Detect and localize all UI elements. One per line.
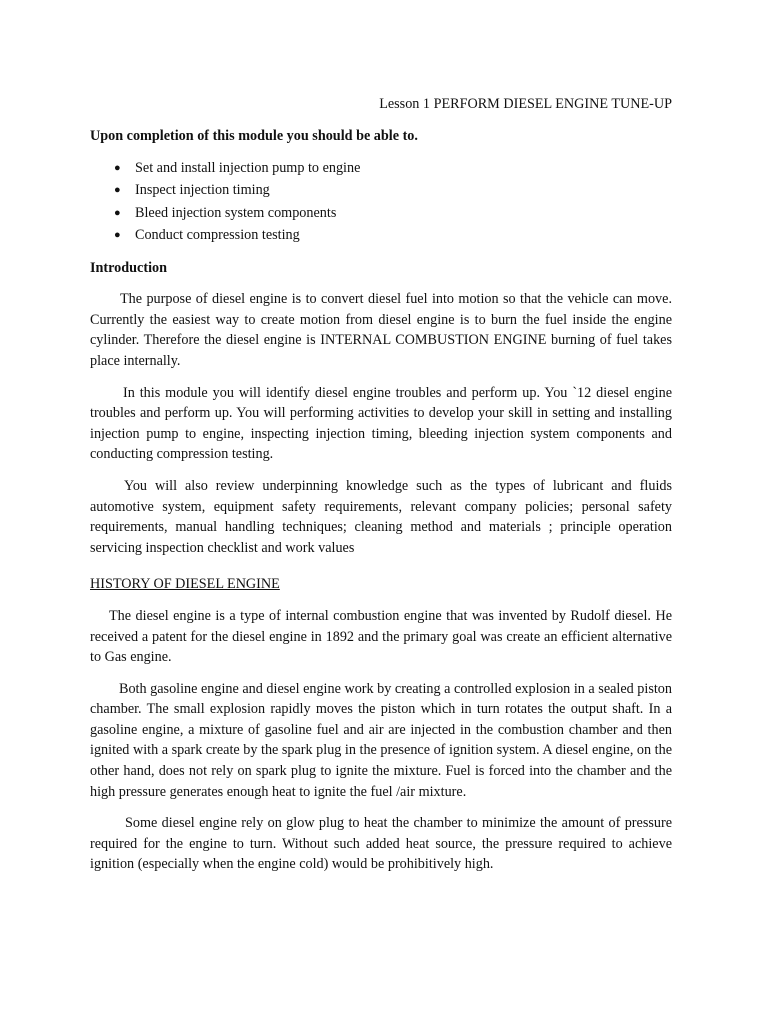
objective-text: Set and install injection pump to engine	[135, 159, 361, 176]
bullet-icon: ●	[114, 184, 121, 197]
objective-item	[90, 157, 672, 180]
page-content	[90, 94, 672, 875]
objective-text: Bleed injection system components	[135, 204, 337, 221]
objectives-heading: Upon completion of this module you should be able to.	[90, 128, 418, 144]
introduction-paragraph: You will also review underpinning knowledge such as the types of lubricant and fluids automotive system, equipment safety requirements, relevant company policies; personal safety requirements, manual handling techniques; cleaning method and materials ; principle operation servicing inspection checklist and work values	[90, 477, 672, 556]
objective-text: Inspect injection timing	[135, 182, 270, 199]
bullet-icon: ●	[114, 206, 121, 219]
lesson-title: Lesson 1 PERFORM DIESEL ENGINE TUNE-UP	[379, 96, 672, 112]
history-paragraph: Some diesel engine rely on glow plug to heat the chamber to minimize the amount of pressure required for the engine to turn. Without such added heat source, the pressure required to achieve ignition (especially when the engine cold) would be prohibitively high.	[90, 815, 672, 873]
history-heading: HISTORY OF DIESEL ENGINE	[90, 576, 280, 593]
introduction-paragraph: In this module you will identify diesel engine troubles and perform up. You `12 diesel engine troubles and perform up. You will performing activities to develop your skill in setting and installing injection pump to engine, inspecting injection timing, bleeding injection system components and conducting compression testing.	[90, 384, 672, 463]
history-paragraph: Both gasoline engine and diesel engine work by creating a controlled explosion in a sealed piston chamber. The small explosion rapidly moves the piston which in turn rotates the output shaft. In a gasoline engine, a mixture of gasoline fuel and air are injected in the combustion chamber and then ignited with a spark create by the spark plug in the presence of ignition system. A diesel engine, on the other hand, does not rely on spark plug to ignite the mixture. Fuel is forced into the chamber and the high pressure generates enough heat to ignite the fuel /air mixture.	[90, 680, 672, 800]
bullet-icon: ●	[114, 229, 121, 242]
objective-item	[90, 224, 672, 247]
objective-item	[90, 179, 672, 202]
bullet-icon: ●	[114, 161, 121, 174]
objectives-list	[90, 157, 672, 247]
objective-text: Conduct compression testing	[135, 227, 300, 244]
objective-item	[90, 202, 672, 225]
introduction-heading: Introduction	[90, 259, 167, 276]
introduction-paragraph: The purpose of diesel engine is to convert diesel fuel into motion so that the vehicle can move. Currently the easiest way to create motion from diesel engine is to burn the fuel inside the engine cylinder. Therefore the diesel engine is INTERNAL COMBUSTION ENGINE burning of fuel takes place internally.	[90, 291, 672, 369]
history-paragraph: The diesel engine is a type of internal combustion engine that was invented by Rudolf diesel. He received a patent for the diesel engine in 1892 and the primary goal was create an efficient alternative to Gas engine.	[90, 607, 672, 666]
